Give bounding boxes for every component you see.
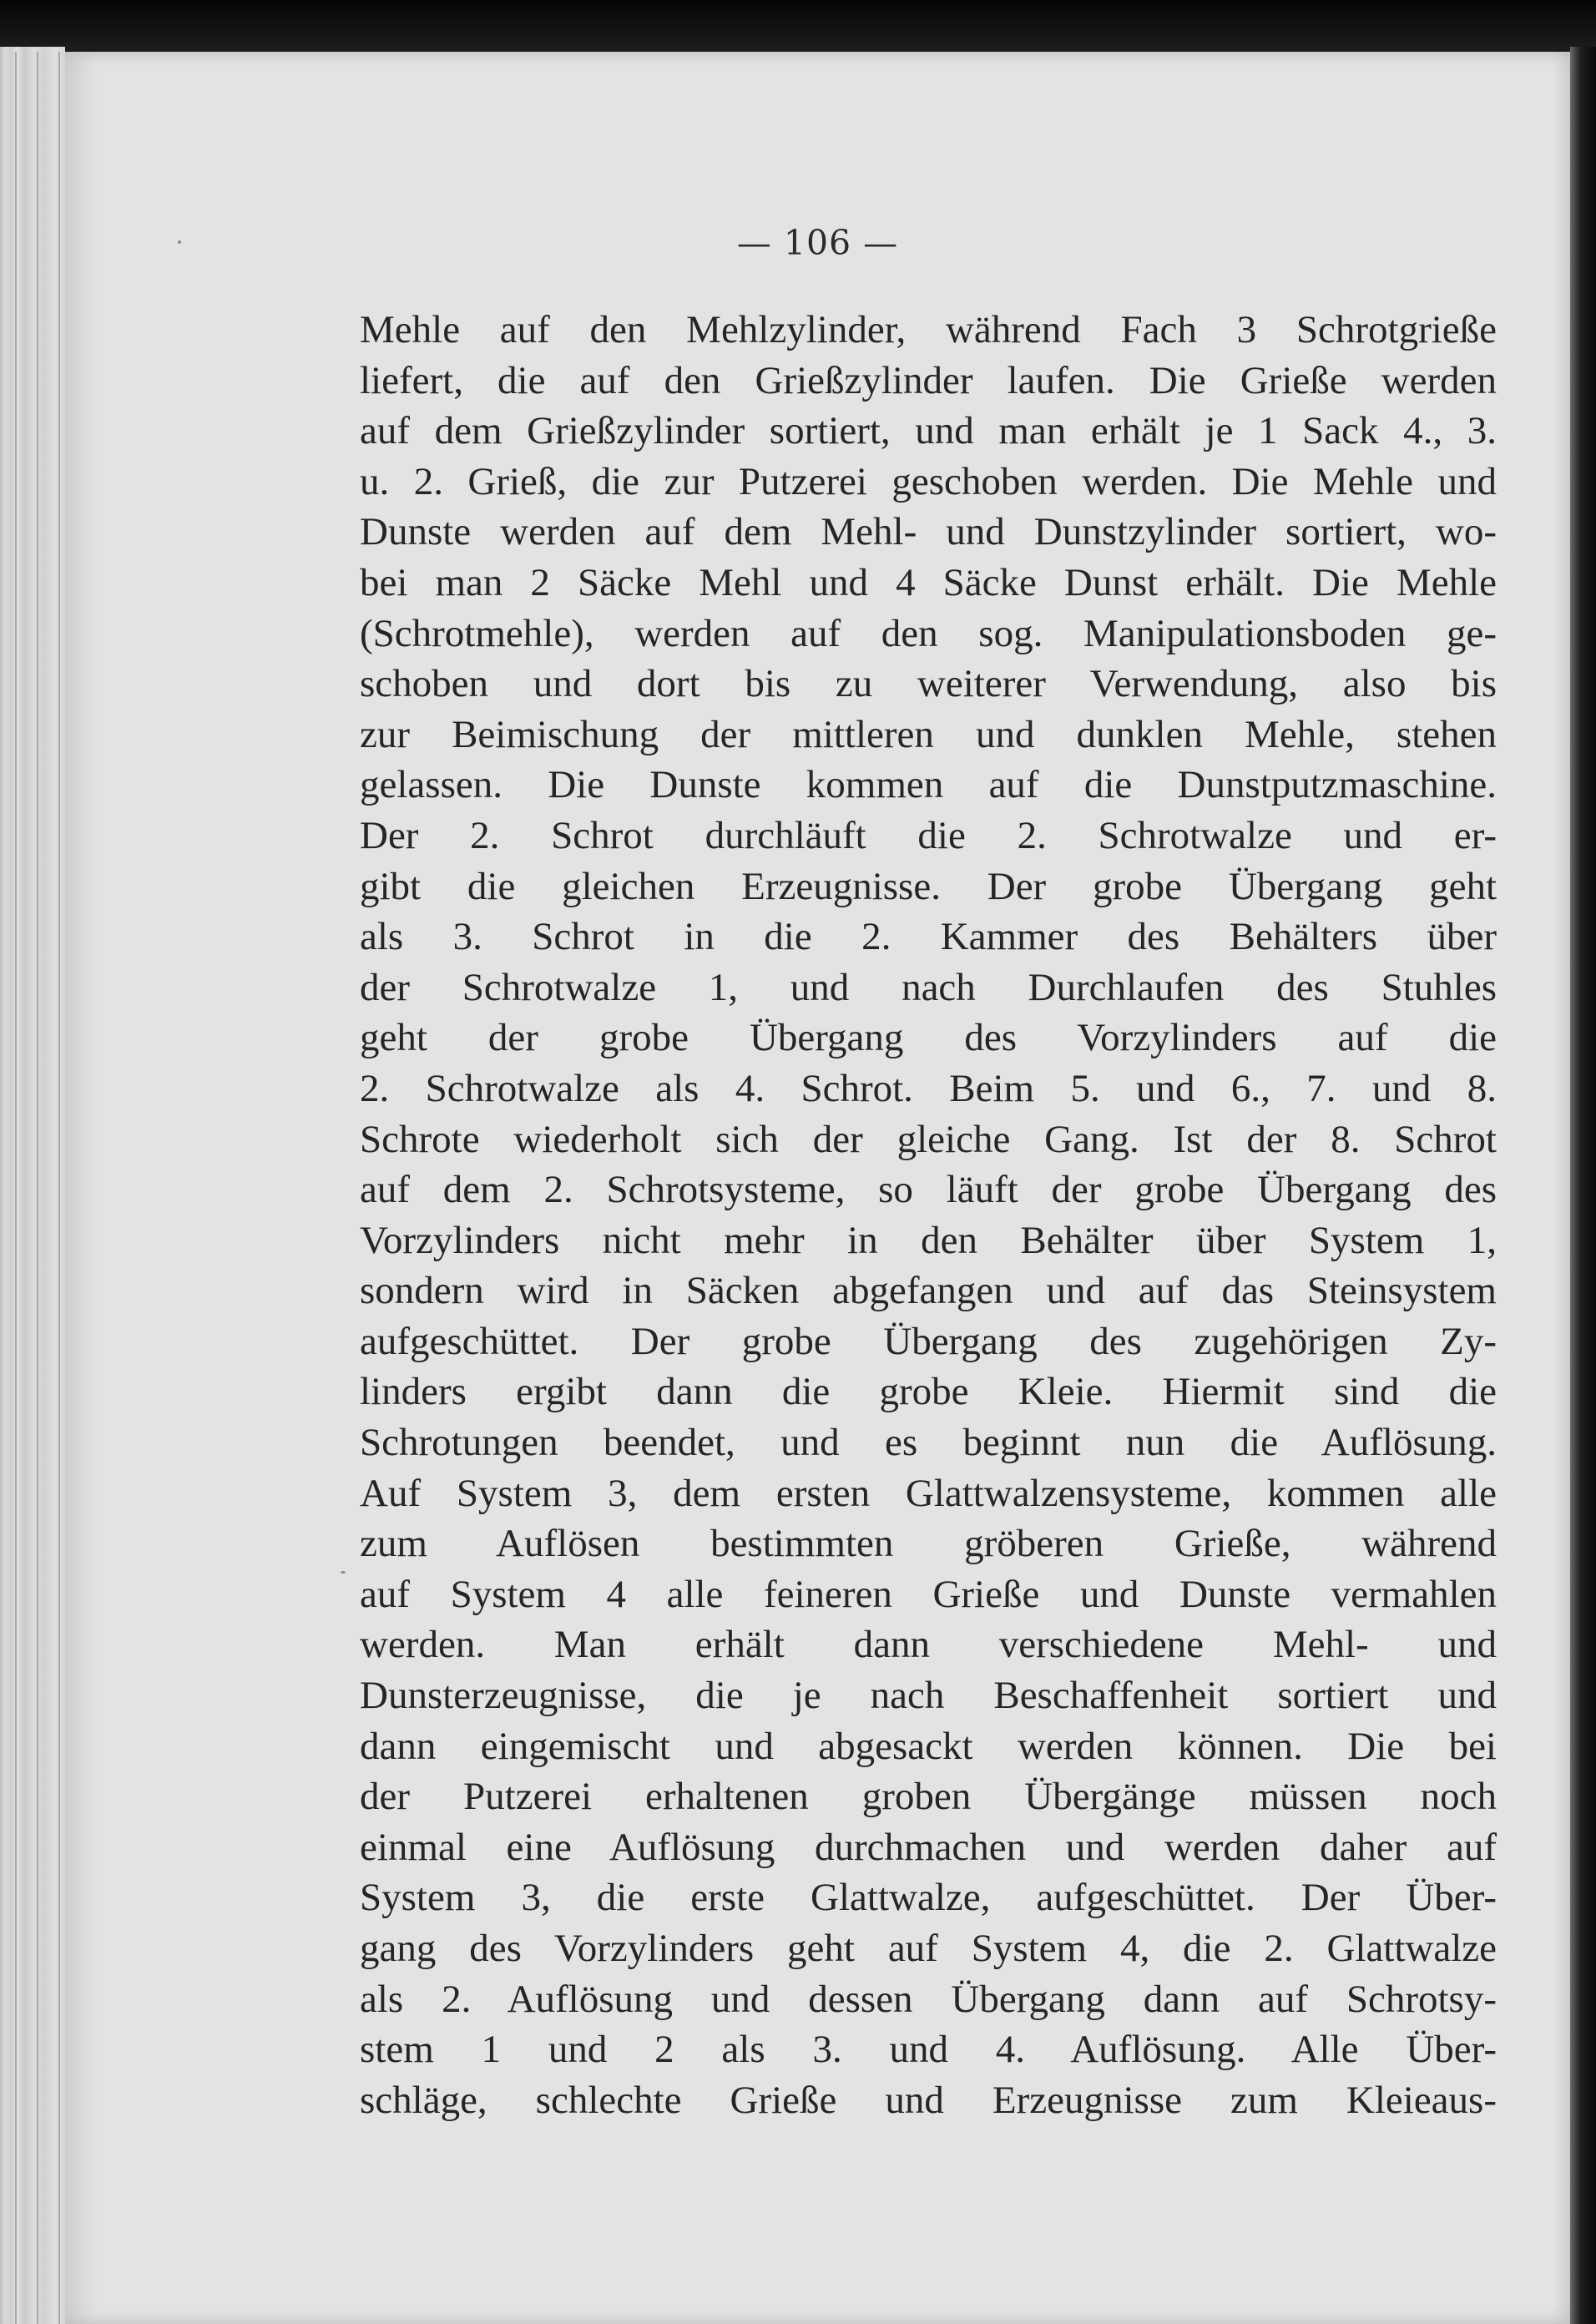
text-line: einmal eine Auflösung durchmachen und werden daher auf	[360, 1825, 1497, 1869]
text-line: (Schrotmehle), werden auf den sog. Manipulationsboden ge-	[360, 611, 1497, 655]
page-edge-line	[15, 52, 17, 2324]
text-line: Mehle auf den Mehlzylinder, während Fach 3 Schrotgrieße	[360, 308, 1497, 351]
text-line: als 2. Auflösung und dessen Übergang dann auf Schrotsy-	[360, 1977, 1497, 2021]
text-line: schläge, schlechte Grieße und Erzeugnisse zum Kleieaus-	[360, 2078, 1497, 2122]
text-line: auf dem Grießzylinder sortiert, und man erhält je 1 Sack 4., 3.	[360, 409, 1497, 453]
text-line: schoben und dort bis zu weiterer Verwendung, also bis	[360, 662, 1497, 706]
text-line: u. 2. Grieß, die zur Putzerei geschoben werden. Die Mehle und	[360, 459, 1497, 503]
text-line: werden. Man erhält dann verschiedene Mehl- und	[360, 1623, 1497, 1667]
text-line: stem 1 und 2 als 3. und 4. Auflösung. Alle Über-	[360, 2028, 1497, 2072]
text-line: linders ergibt dann die grobe Kleie. Hiermit sind die	[360, 1370, 1497, 1414]
text-line: Auf System 3, dem ersten Glattwalzensysteme, kommen alle	[360, 1471, 1497, 1515]
text-line: System 3, die erste Glattwalze, aufgeschüttet. Der Über-	[360, 1876, 1497, 1920]
page-edge-line	[58, 52, 60, 2324]
text-line: zur Beimischung der mittleren und dunklen Mehle, stehen	[360, 712, 1497, 756]
text-line: liefert, die auf den Grießzylinder laufen. Die Grieße werden	[360, 358, 1497, 402]
text-line: auf System 4 alle feineren Grieße und Dunste vermahlen	[360, 1572, 1497, 1616]
text-line: Schrotungen beendet, und es beginnt nun die Auflösung.	[360, 1421, 1497, 1465]
text-line: aufgeschüttet. Der grobe Übergang des zugehörigen Zy-	[360, 1319, 1497, 1363]
text-line: Dunsterzeugnisse, die je nach Beschaffenheit sortiert und	[360, 1674, 1497, 1718]
text-line: geht der grobe Übergang des Vorzylinders auf die	[360, 1016, 1497, 1060]
text-line: gibt die gleichen Erzeugnisse. Der grobe Übergang geht	[360, 864, 1497, 908]
scanner-right-border	[1570, 47, 1596, 2324]
text-line: zum Auflösen bestimmten gröberen Grieße, während	[360, 1522, 1497, 1566]
book-page-edges	[0, 47, 65, 2324]
page-number: — 106 —	[736, 223, 899, 263]
text-line: gelassen. Die Dunste kommen auf die Dunstputzmaschine.	[360, 763, 1497, 807]
paper-speck	[341, 1571, 346, 1574]
scanner-top-border	[0, 0, 1596, 52]
paper-speck	[178, 240, 181, 244]
text-line: bei man 2 Säcke Mehl und 4 Säcke Dunst erhält. Die Mehle	[360, 560, 1497, 604]
text-line: Dunste werden auf dem Mehl- und Dunstzylinder sortiert, wo-	[360, 510, 1497, 554]
text-line: als 3. Schrot in die 2. Kammer des Behälters über	[360, 915, 1497, 959]
text-line: Der 2. Schrot durchläuft die 2. Schrotwalze und er-	[360, 813, 1497, 857]
text-line: Vorzylinders nicht mehr in den Behälter über System 1,	[360, 1218, 1497, 1262]
body-text	[360, 305, 1497, 2125]
text-line: Schrote wiederholt sich der gleiche Gang. Ist der 8. Schrot	[360, 1117, 1497, 1161]
text-line: gang des Vorzylinders geht auf System 4, die 2. Glattwalze	[360, 1927, 1497, 1970]
text-line: auf dem 2. Schrotsysteme, so läuft der grobe Übergang des	[360, 1168, 1497, 1212]
text-line: sondern wird in Säcken abgefangen und auf das Steinsystem	[360, 1269, 1497, 1313]
text-line: der Putzerei erhaltenen groben Übergänge müssen noch	[360, 1775, 1497, 1819]
text-line: dann eingemischt und abgesackt werden können. Die bei	[360, 1724, 1497, 1768]
page-sheet	[65, 52, 1570, 2324]
text-line: der Schrotwalze 1, und nach Durchlaufen des Stuhles	[360, 965, 1497, 1009]
page-edge-line	[37, 52, 38, 2324]
text-line: 2. Schrotwalze als 4. Schrot. Beim 5. und 6., 7. und 8.	[360, 1066, 1497, 1110]
